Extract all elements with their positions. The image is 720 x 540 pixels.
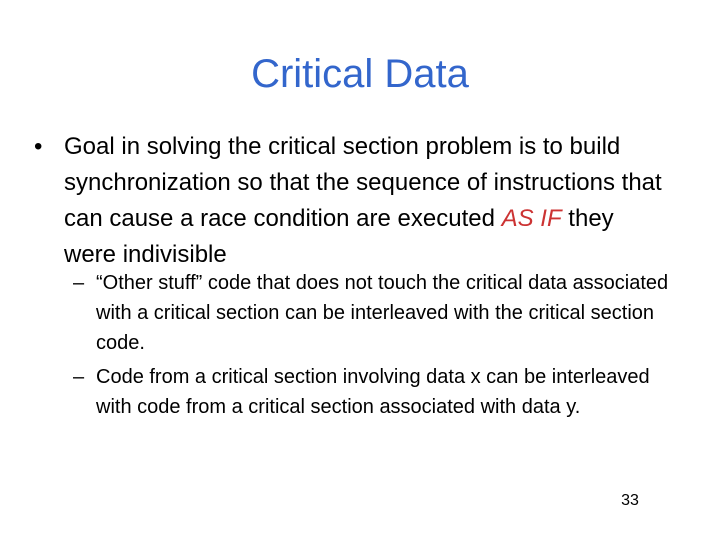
sub-bullet-2 [73, 362, 688, 422]
emphasis-text: AS IF [501, 205, 562, 232]
slide-title: Critical Data [251, 52, 469, 96]
main-bullet-text [64, 129, 664, 273]
sub-bullet-1 [73, 268, 688, 358]
bullet-marker: • [34, 133, 43, 160]
dash-marker: – [73, 272, 85, 294]
main-bullet-text-end: they were indivisible [64, 205, 614, 268]
dash-marker: – [73, 366, 85, 388]
page-number: 33 [621, 492, 639, 509]
sub-bullet-text: Code from a critical section involving data x can be interleaved with code from a critical section associated with data y. [96, 366, 650, 418]
main-bullet [34, 129, 664, 273]
sub-bullet-text: “Other stuff” code that does not touch the critical data associated with a critical section can be interleaved with the critical section code. [96, 272, 669, 354]
main-bullet-text-start: Goal in solving the critical section problem is to build synchronization so that the sequence of instructions that can cause a race condition are executed [64, 133, 662, 232]
